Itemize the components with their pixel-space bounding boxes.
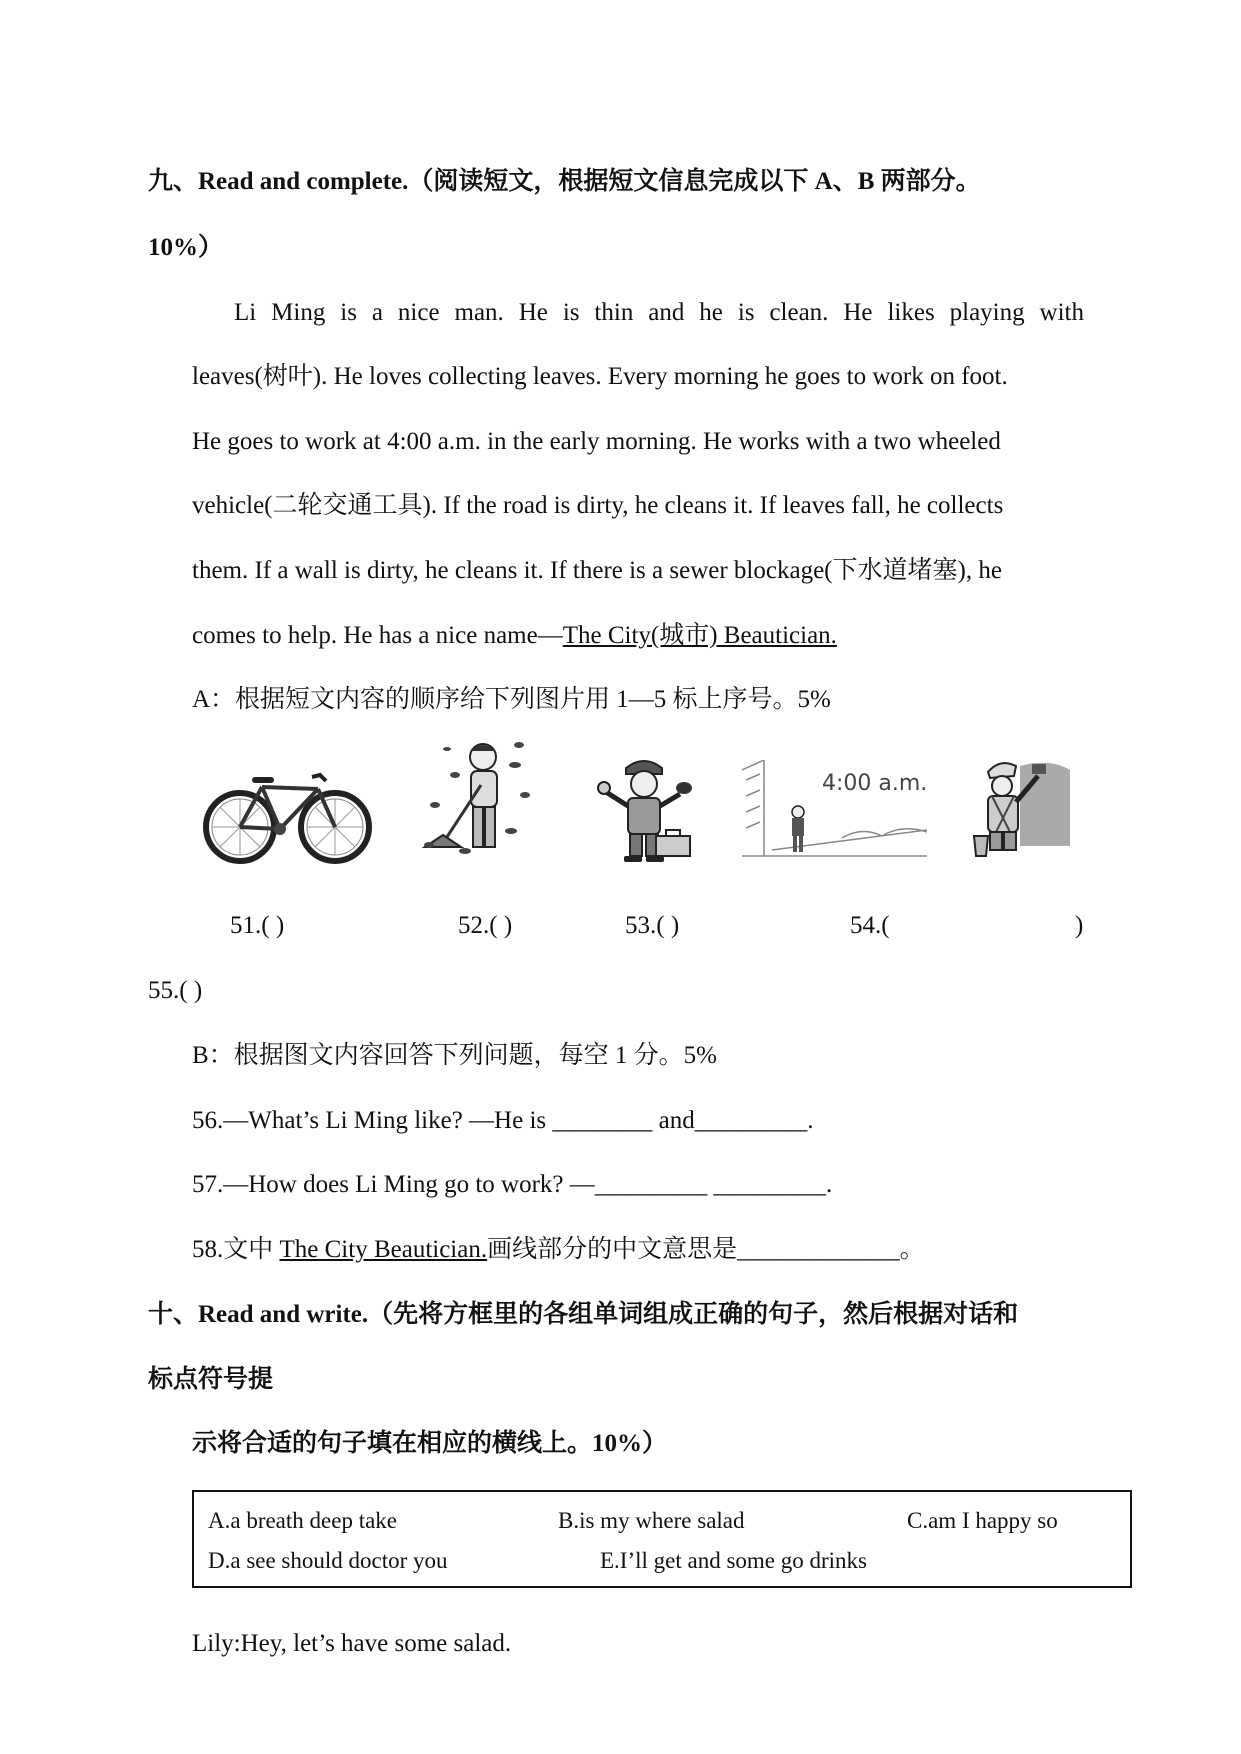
passage-line-2: leaves(树叶). He loves collecting leaves. Every morning he goes to work on foot.	[192, 363, 1008, 390]
q52-blank[interactable]: 52.( )	[458, 912, 513, 939]
q55-blank[interactable]: 55.( )	[148, 977, 203, 1004]
section9-heading-score: 10%）	[148, 234, 224, 261]
city-beautician-underlined: The City(城市) Beautician.	[562, 622, 837, 649]
passage-line-3: He goes to work at 4:00 a.m. in the early morning. He works with a two wheeled	[192, 428, 1001, 455]
part-a-instruction: A：根据短文内容的顺序给下列图片用 1—5 标上序号。5%	[192, 686, 831, 713]
section9-heading: 九、Read and complete.（阅读短文，根据短文信息完成以下 A、B 两部分。	[148, 168, 981, 195]
q58-suffix: 画线部分的中文意思是_____________。	[487, 1236, 925, 1263]
word-group-a: A.a breath deep take	[208, 1508, 398, 1533]
q58-prefix: 58.文中	[192, 1236, 280, 1263]
q58-underlined-phrase: The City Beautician.	[279, 1236, 488, 1263]
passage-line-6-text: comes to help. He has a nice name—	[192, 622, 563, 649]
cleaning-wall-picture	[970, 752, 1075, 860]
q54-blank-open[interactable]: 54.(	[850, 912, 890, 939]
dialogue-lily-line: Lily:Hey, let’s have some salad.	[192, 1630, 512, 1657]
passage-line-4: vehicle(二轮交通工具). If the road is dirty, he cleans it. If leaves fall, he collects	[192, 492, 1004, 519]
q53-blank[interactable]: 53.( )	[625, 912, 680, 939]
passage-line-1: Li Ming is a nice man. He is thin and he is clean. He likes playing with	[234, 299, 1084, 326]
word-box	[192, 1490, 1132, 1588]
time-label: 4:00 a.m.	[822, 771, 927, 796]
plumber-picture	[592, 752, 697, 864]
word-group-e: E.I’ll get and some go drinks	[600, 1548, 868, 1573]
sweeping-leaves-picture	[415, 735, 545, 860]
q51-blank[interactable]: 51.( )	[230, 912, 285, 939]
word-group-c: C.am I happy so	[907, 1508, 1058, 1533]
part-b-instruction: B：根据图文内容回答下列问题，每空 1 分。5%	[192, 1042, 718, 1069]
section10-heading-line2: 标点符号提	[148, 1366, 274, 1393]
q57: 57.—How does Li Ming go to work? —_________ _________.	[192, 1171, 833, 1198]
section10-heading: 十、Read and write.（先将方框里的各组单词组成正确的句子，然后根据对话和	[148, 1301, 1019, 1328]
passage-line-5: them. If a wall is dirty, he cleans it. If there is a sewer blockage(下水道堵塞), he	[192, 557, 1002, 584]
early-morning-street-picture	[742, 760, 927, 860]
word-group-d: D.a see should doctor you	[208, 1548, 448, 1573]
bicycle-picture	[200, 765, 375, 865]
q54-blank-close: )	[1075, 912, 1084, 939]
passage-line-6	[192, 620, 837, 652]
word-group-b: B.is my where salad	[558, 1508, 745, 1533]
q56: 56.—What’s Li Ming like? —He is ________ and_________.	[192, 1107, 814, 1134]
q58	[192, 1234, 925, 1266]
section10-heading-line3: 示将合适的句子填在相应的横线上。10%）	[192, 1430, 668, 1457]
